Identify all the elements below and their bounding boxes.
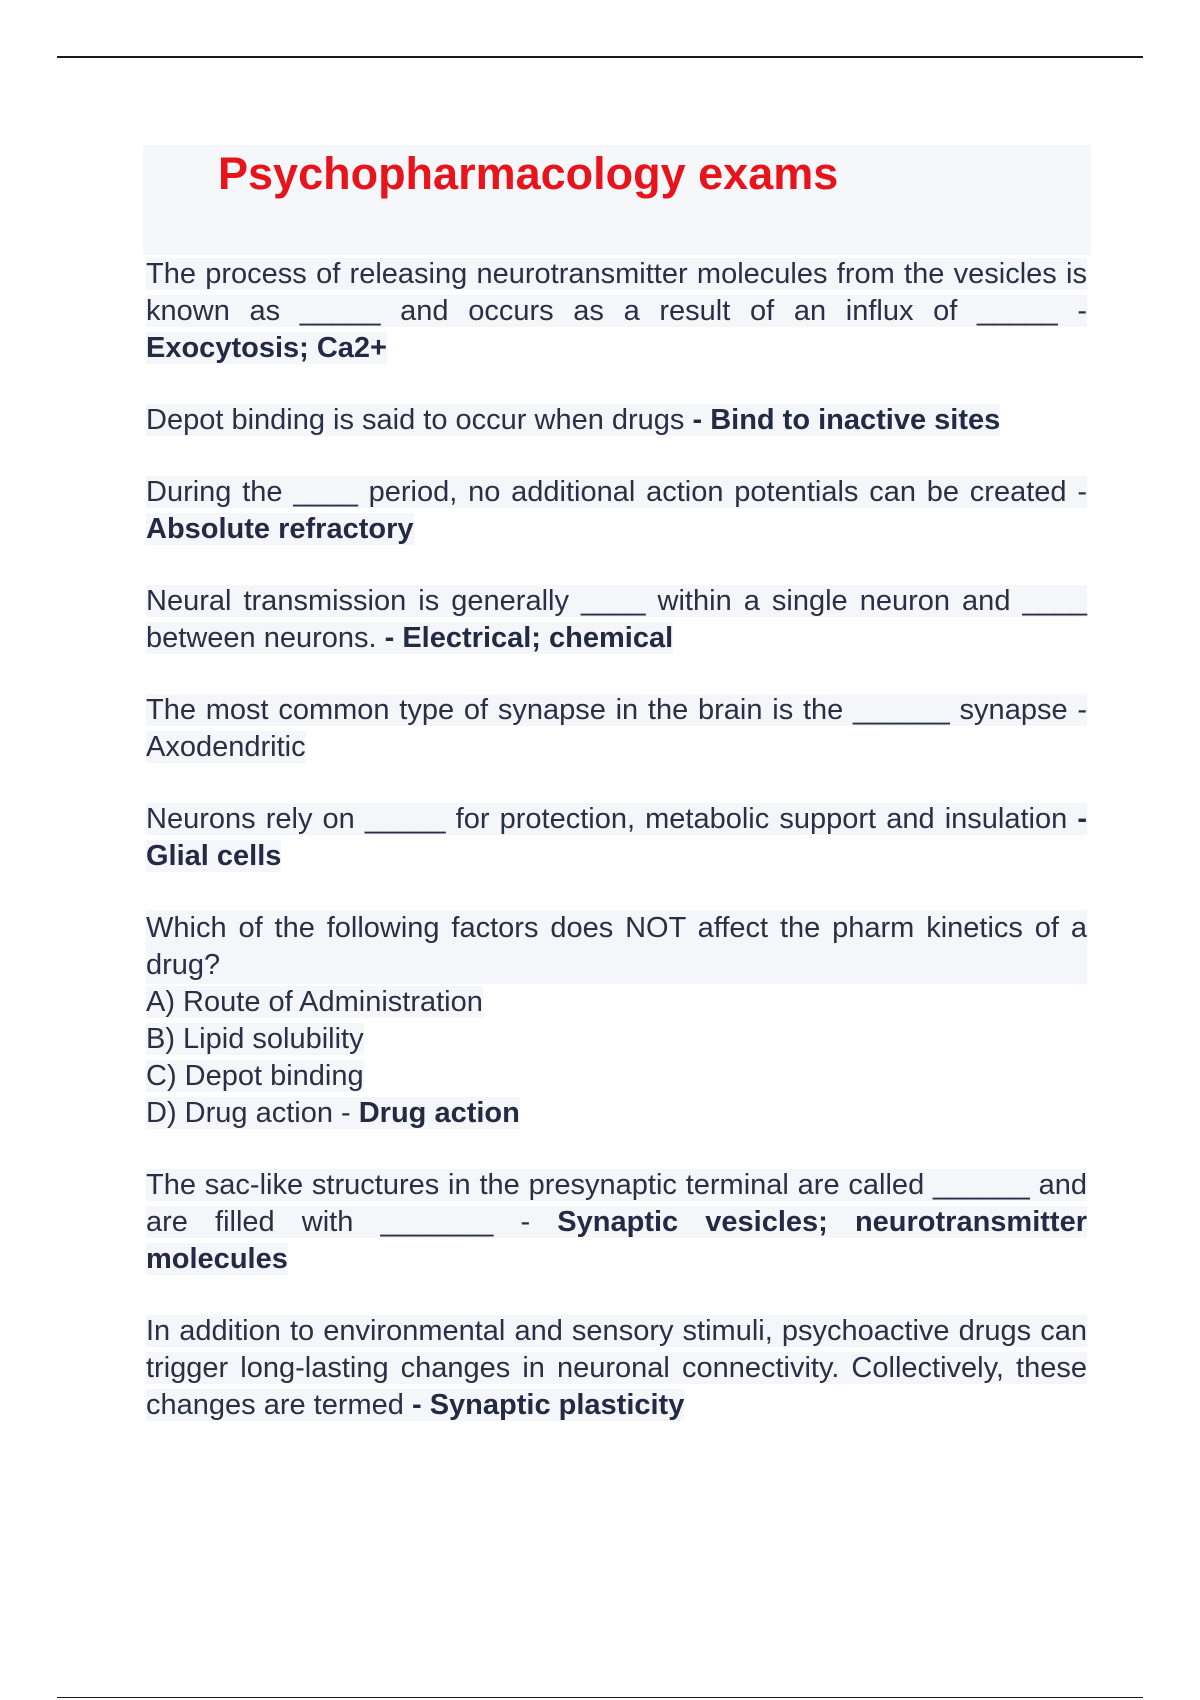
answer-text: Synaptic vesicles; neurotransmitter molecules bbox=[146, 1206, 1087, 1275]
question-text: The most common type of synapse in the brain is the ______ synapse - Axodendritic bbox=[146, 694, 1087, 763]
question-text: The sac-like structures in the presynaptic terminal are called ______ and are filled with _______ - bbox=[146, 1169, 1087, 1238]
answer-text: - Glial cells bbox=[146, 803, 1087, 872]
question-text: Depot binding is said to occur when drugs bbox=[146, 404, 693, 436]
option-b bbox=[146, 1021, 1087, 1058]
qa-item bbox=[146, 910, 1087, 1132]
header-rule bbox=[57, 56, 1143, 58]
question-text: Which of the following factors does NOT affect the pharm kinetics of a drug? bbox=[146, 910, 1087, 984]
question-text: Neural transmission is generally ____ within a single neuron and ____ between neurons. bbox=[146, 585, 1087, 654]
option-text: C) Depot binding bbox=[146, 1060, 364, 1092]
answer-text: Absolute refractory bbox=[146, 513, 414, 545]
option-d bbox=[146, 1095, 1087, 1132]
option-text: D) Drug action - bbox=[146, 1097, 359, 1129]
question-text: In addition to environmental and sensory stimuli, psychoactive drugs can trigger long-lasting changes in neuronal connectivity. Collectively, these changes are termed bbox=[146, 1315, 1087, 1421]
qa-item bbox=[146, 1313, 1087, 1424]
option-text: B) Lipid solubility bbox=[146, 1023, 364, 1055]
answer-text: Drug action bbox=[358, 1097, 520, 1129]
footer-rule bbox=[57, 1697, 1143, 1698]
answer-text: Exocytosis; Ca2+ bbox=[146, 332, 387, 364]
option-text: A) Route of Administration bbox=[146, 986, 483, 1018]
answer-text: - Bind to inactive sites bbox=[692, 404, 1001, 436]
option-c bbox=[146, 1058, 1087, 1095]
qa-item bbox=[146, 1167, 1087, 1278]
qa-item bbox=[146, 801, 1087, 875]
qa-item bbox=[146, 474, 1087, 548]
question-text: The process of releasing neurotransmitter molecules from the vesicles is known as _____ and occurs as a result of an influx of _____ - bbox=[146, 258, 1087, 327]
answer-text: - Electrical; chemical bbox=[384, 622, 674, 654]
answer-text: - Synaptic plasticity bbox=[411, 1389, 685, 1421]
document-title: Psychopharmacology exams bbox=[218, 148, 839, 199]
option-a bbox=[146, 984, 1087, 1021]
qa-item bbox=[146, 583, 1087, 657]
qa-item bbox=[146, 402, 1087, 439]
document-body bbox=[146, 256, 1087, 1424]
question-text: Neurons rely on _____ for protection, metabolic support and insulation bbox=[146, 803, 1078, 835]
qa-item bbox=[146, 256, 1087, 367]
qa-item bbox=[146, 692, 1087, 766]
question-text: During the ____ period, no additional action potentials can be created - bbox=[146, 476, 1087, 508]
